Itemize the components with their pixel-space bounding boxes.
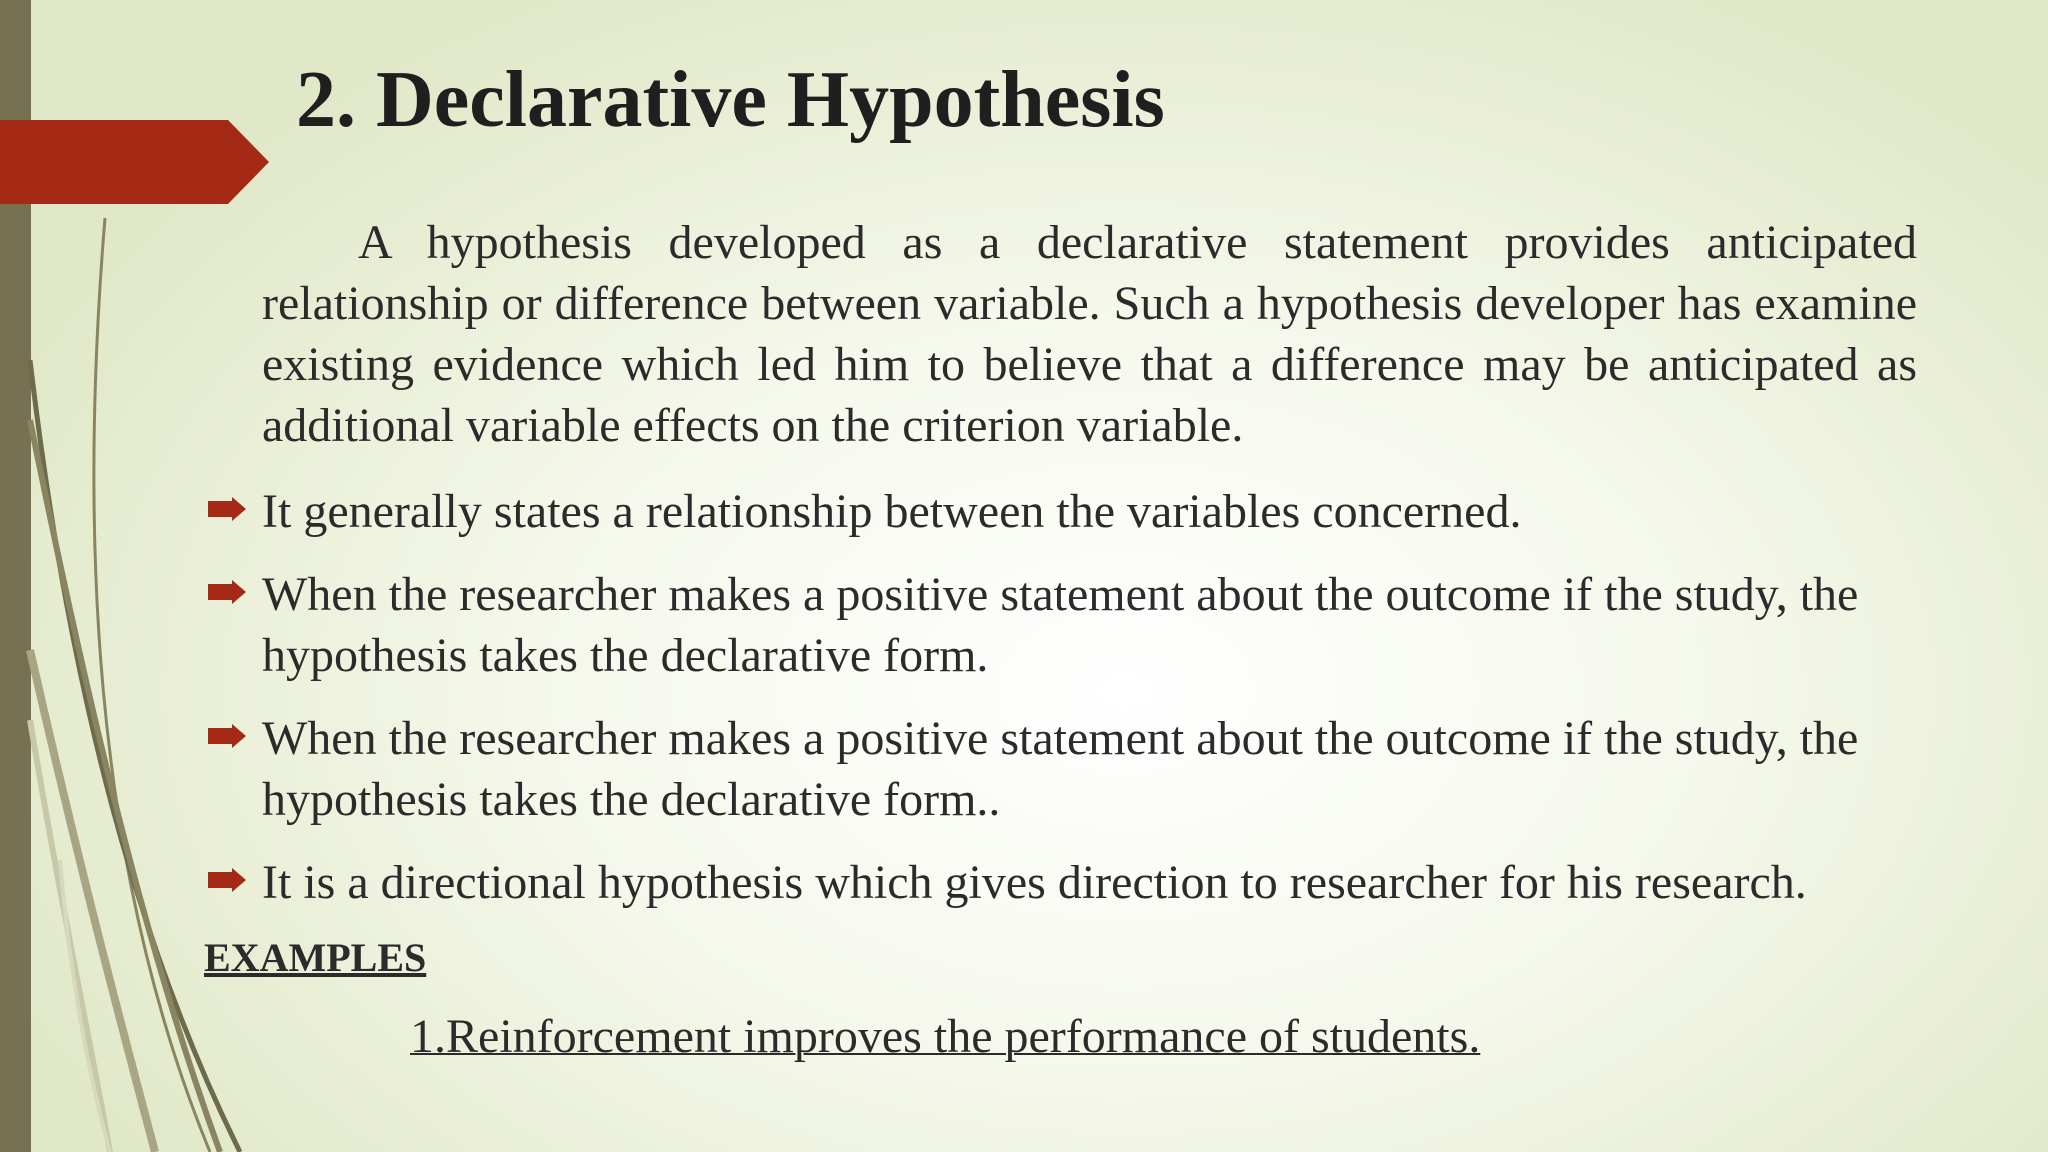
intro-paragraph: A hypothesis developed as a declarative statement provides anticipated relationship or difference between variable. Such a hypothesis developer has examine existing evidence which led him to believe that a difference may be anticipated as additional variable effects on the criterion variable. bbox=[262, 216, 1917, 452]
bullet-item bbox=[262, 481, 1917, 542]
bullet-text: It generally states a relationship between the variables concerned. bbox=[262, 485, 1522, 538]
examples-heading: EXAMPLES bbox=[204, 935, 427, 980]
arrow-bullet-icon bbox=[208, 868, 246, 892]
bullet-text: When the researcher makes a positive statement about the outcome if the study, the hypothesis takes the declarative form.. bbox=[262, 712, 1859, 826]
bullet-text: When the researcher makes a positive statement about the outcome if the study, the hypothesis takes the declarative form. bbox=[262, 568, 1859, 682]
bullet-item bbox=[262, 852, 1917, 913]
bullet-text: It is a directional hypothesis which gives direction to researcher for his research. bbox=[262, 856, 1807, 909]
title-number: 2 bbox=[296, 56, 336, 144]
arrow-bullet-icon bbox=[208, 580, 246, 604]
bullet-item bbox=[262, 564, 1917, 686]
bullet-item bbox=[262, 708, 1917, 830]
example-item: 1.Reinforcement improves the performance of students. bbox=[410, 1010, 1481, 1063]
title-text: . Declarative Hypothesis bbox=[336, 56, 1165, 144]
arrow-bullet-icon bbox=[208, 724, 246, 748]
arrow-bullet-icon bbox=[208, 497, 246, 521]
